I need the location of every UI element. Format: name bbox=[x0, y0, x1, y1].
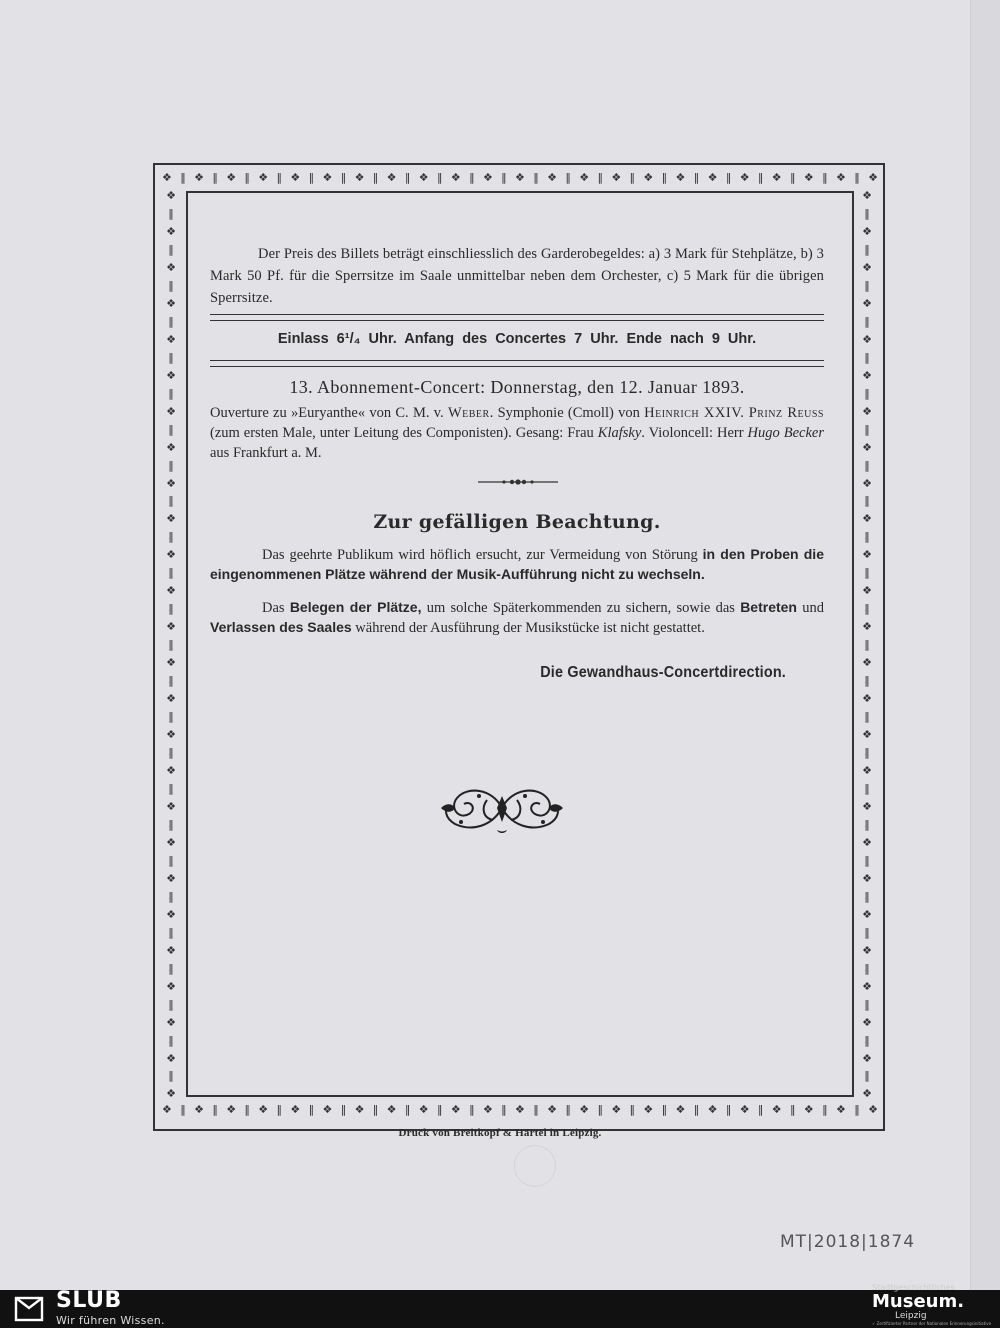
border-diamond-icon: ❖ bbox=[862, 764, 872, 777]
border-diamond-icon: ❖ bbox=[862, 584, 872, 598]
border-diamond-icon: ❖ bbox=[515, 170, 525, 184]
border-bar-icon: ‖ bbox=[436, 1102, 443, 1116]
border-bar-icon: ‖ bbox=[864, 1033, 870, 1047]
border-diamond-icon: ❖ bbox=[862, 979, 872, 993]
border-diamond-icon: ❖ bbox=[862, 440, 872, 454]
border-bar-icon: ‖ bbox=[212, 170, 218, 184]
border-bar-icon: ‖ bbox=[661, 1102, 668, 1116]
border-bar-icon: ‖ bbox=[693, 1102, 700, 1116]
museum-city: Leipzig bbox=[895, 1311, 927, 1321]
border-bar-icon: ‖ bbox=[864, 961, 870, 975]
border-diamond-icon: ❖ bbox=[166, 260, 176, 274]
border-bar-icon: ‖ bbox=[864, 853, 870, 867]
next-concert-title: 13. Abonnement-Concert: Donnerstag, den 12. Januar 1893. bbox=[289, 377, 745, 397]
border-bar-icon: ‖ bbox=[864, 817, 870, 831]
border-diamond-icon: ❖ bbox=[675, 1102, 686, 1116]
border-bar-icon: ‖ bbox=[180, 170, 186, 184]
shelfmark-handwritten: MT|2018|1874 bbox=[780, 1232, 916, 1252]
border-bar-icon: ‖ bbox=[661, 170, 668, 184]
border-bar-icon: ‖ bbox=[168, 638, 174, 652]
border-diamond-icon: ❖ bbox=[707, 170, 718, 184]
library-name[interactable]: SLUB bbox=[56, 1288, 122, 1313]
border-bar-icon: ‖ bbox=[308, 170, 315, 184]
border-diamond-icon: ❖ bbox=[862, 656, 872, 670]
border-bar-icon: ‖ bbox=[854, 1102, 860, 1116]
border-bar-icon: ‖ bbox=[340, 170, 347, 184]
border-bar-icon: ‖ bbox=[372, 1102, 379, 1116]
border-bar-icon: ‖ bbox=[168, 781, 174, 795]
border-diamond-icon: ❖ bbox=[290, 1102, 301, 1116]
border-diamond-icon: ❖ bbox=[166, 548, 176, 562]
slub-logo-icon[interactable] bbox=[14, 1294, 44, 1324]
border-diamond-icon: ❖ bbox=[862, 871, 872, 885]
border-bar-icon: ‖ bbox=[404, 170, 411, 184]
border-bar-icon: ‖ bbox=[168, 817, 174, 831]
border-diamond-icon: ❖ bbox=[547, 1102, 557, 1116]
border-diamond-icon: ❖ bbox=[166, 584, 176, 598]
border-diamond-icon: ❖ bbox=[354, 1102, 365, 1116]
border-diamond-icon: ❖ bbox=[226, 170, 237, 184]
border-diamond-icon: ❖ bbox=[194, 170, 204, 184]
border-diamond-icon: ❖ bbox=[194, 1102, 204, 1116]
border-diamond-icon: ❖ bbox=[862, 692, 872, 706]
border-diamond-icon: ❖ bbox=[166, 979, 176, 993]
border-diamond-icon: ❖ bbox=[643, 1102, 654, 1116]
border-diamond-icon: ❖ bbox=[162, 170, 172, 184]
border-diamond-icon: ❖ bbox=[418, 170, 429, 184]
notice-paragraph-1 bbox=[210, 545, 824, 585]
border-bar-icon: ‖ bbox=[244, 170, 250, 184]
border-diamond-icon: ❖ bbox=[166, 799, 176, 813]
next-concert-program bbox=[210, 403, 824, 463]
border-bar-icon: ‖ bbox=[864, 602, 870, 616]
border-bar-icon: ‖ bbox=[864, 746, 870, 760]
border-diamond-icon: ❖ bbox=[547, 170, 557, 184]
footer-bar bbox=[0, 1283, 1000, 1328]
border-diamond-icon: ❖ bbox=[166, 296, 176, 310]
border-bar-icon: ‖ bbox=[533, 170, 539, 184]
border-bar-icon: ‖ bbox=[168, 602, 174, 616]
border-diamond-icon: ❖ bbox=[166, 440, 176, 454]
border-bar-icon: ‖ bbox=[864, 530, 870, 544]
border-bar-icon: ‖ bbox=[725, 170, 732, 184]
border-bar-icon: ‖ bbox=[864, 566, 870, 580]
border-bar-icon: ‖ bbox=[340, 1102, 347, 1116]
border-bar-icon: ‖ bbox=[629, 1102, 636, 1116]
border-diamond-icon: ❖ bbox=[862, 1051, 872, 1065]
border-diamond-icon: ❖ bbox=[862, 332, 872, 346]
border-frame-inner bbox=[186, 191, 854, 1097]
border-bar-icon: ‖ bbox=[168, 206, 174, 220]
notice-paragraph-2 bbox=[210, 598, 824, 638]
border-bar-icon: ‖ bbox=[822, 170, 828, 184]
border-diamond-icon: ❖ bbox=[771, 170, 782, 184]
border-diamond-icon: ❖ bbox=[739, 170, 750, 184]
border-bar-icon: ‖ bbox=[864, 997, 870, 1011]
border-diamond-icon: ❖ bbox=[166, 224, 176, 238]
border-diamond-icon: ❖ bbox=[862, 728, 872, 742]
border-diamond-icon: ❖ bbox=[166, 476, 176, 490]
border-diamond-icon: ❖ bbox=[862, 224, 872, 238]
page-edge bbox=[970, 0, 1000, 1290]
border-diamond-icon: ❖ bbox=[166, 332, 176, 346]
border-bar-icon: ‖ bbox=[168, 889, 174, 903]
border-diamond-icon: ❖ bbox=[166, 871, 176, 885]
border-bar-icon: ‖ bbox=[168, 278, 174, 292]
border-diamond-icon: ❖ bbox=[166, 835, 176, 849]
border-diamond-icon: ❖ bbox=[862, 548, 872, 562]
border-bar-icon: ‖ bbox=[168, 530, 174, 544]
border-bar-icon: ‖ bbox=[212, 1102, 218, 1116]
border-diamond-icon: ❖ bbox=[862, 260, 872, 274]
border-diamond-icon: ❖ bbox=[166, 512, 176, 526]
border-bar-icon: ‖ bbox=[864, 242, 870, 256]
border-bar-icon: ‖ bbox=[864, 494, 870, 508]
border-bar-icon: ‖ bbox=[469, 1102, 475, 1116]
border-diamond-icon: ❖ bbox=[862, 620, 872, 634]
border-diamond-icon: ❖ bbox=[258, 170, 269, 184]
border-bar-icon: ‖ bbox=[854, 170, 860, 184]
singer-klafsky: Klafsky bbox=[597, 425, 642, 441]
signature: Die Gewandhaus-Concertdirection. bbox=[540, 664, 786, 681]
printer-imprint: Druck von Breitkopf & Härtel in Leipzig. bbox=[398, 1127, 602, 1139]
border-diamond-icon: ❖ bbox=[862, 943, 872, 957]
border-diamond-icon: ❖ bbox=[803, 170, 814, 184]
border-diamond-icon: ❖ bbox=[707, 1102, 718, 1116]
border-diamond-icon: ❖ bbox=[868, 1102, 878, 1116]
border-bar-icon: ‖ bbox=[757, 170, 764, 184]
notice-text: Das geehrte Publikum wird höflich ersucht, zur Vermeidung von Störung bbox=[262, 547, 703, 563]
notice-emphasis: Betreten bbox=[740, 599, 797, 615]
double-rule-bottom bbox=[210, 360, 824, 367]
composer-prinz-reuss: Prinz Reuss bbox=[748, 405, 824, 421]
border-diamond-icon: ❖ bbox=[322, 170, 333, 184]
border-diamond-icon: ❖ bbox=[258, 1102, 269, 1116]
border-diamond-icon: ❖ bbox=[862, 512, 872, 526]
border-bar-icon: ‖ bbox=[168, 710, 174, 724]
border-bar-icon: ‖ bbox=[864, 710, 870, 724]
divider-ornament-icon bbox=[478, 476, 558, 488]
program-text: . Symphonie (Cmoll) von bbox=[489, 405, 645, 421]
border-bar-icon: ‖ bbox=[308, 1102, 315, 1116]
border-bar-icon: ‖ bbox=[864, 781, 870, 795]
notice-text: um solche Späterkommenden zu sichern, sowie das bbox=[421, 600, 741, 616]
border-bar-icon: ‖ bbox=[597, 170, 603, 184]
border-bar-icon: ‖ bbox=[864, 458, 870, 472]
border-diamond-icon: ❖ bbox=[862, 296, 872, 310]
composer-heinrich: Heinrich XXIV. bbox=[644, 405, 745, 421]
notice-title: Zur gefälligen Beachtung. bbox=[373, 511, 661, 533]
border-bar-icon: ‖ bbox=[565, 1102, 571, 1116]
program-text: aus Frankfurt a. M. bbox=[210, 445, 322, 461]
border-bar-icon: ‖ bbox=[533, 1102, 539, 1116]
border-diamond-icon: ❖ bbox=[386, 1102, 397, 1116]
border-bar-icon: ‖ bbox=[168, 458, 174, 472]
border-bar-icon: ‖ bbox=[168, 422, 174, 436]
border-bar-icon: ‖ bbox=[168, 314, 174, 328]
border-diamond-icon: ❖ bbox=[862, 476, 872, 490]
border-diamond-icon: ❖ bbox=[515, 1102, 525, 1116]
program-text: . Violoncell: Herr bbox=[641, 425, 748, 441]
notice-text: Das bbox=[262, 600, 290, 616]
border-bar-icon: ‖ bbox=[864, 925, 870, 939]
border-diamond-icon: ❖ bbox=[162, 1102, 172, 1116]
border-diamond-icon: ❖ bbox=[166, 1087, 176, 1100]
border-bar-icon: ‖ bbox=[693, 170, 700, 184]
border-diamond-icon: ❖ bbox=[450, 1102, 461, 1116]
border-bar-icon: ‖ bbox=[469, 170, 475, 184]
border-diamond-icon: ❖ bbox=[386, 170, 397, 184]
concert-hours: Einlass 6¹/₄ Uhr. Anfang des Concertes 7 Uhr. Ende nach 9 Uhr. bbox=[277, 331, 757, 347]
border-bar-icon: ‖ bbox=[168, 853, 174, 867]
border-bar-icon: ‖ bbox=[276, 1102, 283, 1116]
price-notice: Der Preis des Billets beträgt einschliesslich des Garderobegeldes: a) 3 Mark für Stehplätze, b) 3 Mark 50 Pf. für die Sperrsitze im Saale unmittelbar neben dem Orchester, c) 5 Mark für die übrigen Sperrsitze. bbox=[210, 246, 824, 306]
border-bar-icon: ‖ bbox=[168, 1069, 174, 1083]
border-diamond-icon: ❖ bbox=[835, 170, 846, 184]
border-bar-icon: ‖ bbox=[404, 1102, 411, 1116]
border-bar-icon: ‖ bbox=[276, 170, 283, 184]
border-bar-icon: ‖ bbox=[168, 746, 174, 760]
library-stamp bbox=[514, 1145, 556, 1187]
border-diamond-icon: ❖ bbox=[835, 1102, 846, 1116]
border-diamond-icon: ❖ bbox=[290, 170, 301, 184]
border-diamond-icon: ❖ bbox=[803, 1102, 814, 1116]
border-diamond-icon: ❖ bbox=[166, 1015, 176, 1029]
border-diamond-icon: ❖ bbox=[862, 1087, 872, 1100]
border-bar-icon: ‖ bbox=[864, 386, 870, 400]
border-bar-icon: ‖ bbox=[864, 314, 870, 328]
border-diamond-icon: ❖ bbox=[862, 835, 872, 849]
border-bar-icon: ‖ bbox=[372, 170, 379, 184]
border-bar-icon: ‖ bbox=[168, 997, 174, 1011]
border-diamond-icon: ❖ bbox=[166, 907, 176, 921]
border-bar-icon: ‖ bbox=[168, 566, 174, 580]
border-diamond-icon: ❖ bbox=[166, 728, 176, 742]
border-ornament-right bbox=[856, 190, 878, 1100]
museum-note: ✓ Zertifizierter Partner der Nationalen Erinnerungsinitiative bbox=[872, 1321, 992, 1326]
notice-text: und bbox=[796, 600, 824, 616]
border-diamond-icon: ❖ bbox=[166, 620, 176, 634]
notice-emphasis: Belegen der Plätze, bbox=[289, 599, 422, 615]
border-diamond-icon: ❖ bbox=[611, 170, 622, 184]
border-bar-icon: ‖ bbox=[168, 242, 174, 256]
border-bar-icon: ‖ bbox=[180, 1102, 186, 1116]
border-diamond-icon: ❖ bbox=[418, 1102, 429, 1116]
program-text: Ouverture zu »Euryanthe« von C. M. v. bbox=[210, 405, 448, 421]
border-diamond-icon: ❖ bbox=[166, 943, 176, 957]
border-bar-icon: ‖ bbox=[790, 1102, 796, 1116]
notice-text: während der Ausführung der Musikstücke ist nicht gestattet. bbox=[351, 620, 705, 636]
museum-name[interactable]: Museum. bbox=[872, 1291, 965, 1312]
border-diamond-icon: ❖ bbox=[482, 1102, 493, 1116]
border-bar-icon: ‖ bbox=[597, 1102, 603, 1116]
border-diamond-icon: ❖ bbox=[739, 1102, 750, 1116]
border-bar-icon: ‖ bbox=[864, 674, 870, 688]
border-bar-icon: ‖ bbox=[168, 1033, 174, 1047]
border-diamond-icon: ❖ bbox=[166, 1051, 176, 1065]
border-diamond-icon: ❖ bbox=[226, 1102, 237, 1116]
border-diamond-icon: ❖ bbox=[166, 368, 176, 382]
border-diamond-icon: ❖ bbox=[675, 170, 686, 184]
notice-emphasis: in den Proben die eingenommenen Plätze während der Musik-Aufführung nicht zu wechseln. bbox=[210, 546, 824, 582]
border-bar-icon: ‖ bbox=[501, 170, 507, 184]
border-diamond-icon: ❖ bbox=[611, 1102, 622, 1116]
border-diamond-icon: ❖ bbox=[166, 404, 176, 418]
border-bar-icon: ‖ bbox=[725, 1102, 732, 1116]
border-diamond-icon: ❖ bbox=[166, 692, 176, 706]
border-diamond-icon: ❖ bbox=[166, 764, 176, 777]
border-bar-icon: ‖ bbox=[864, 206, 870, 220]
border-ornament-bottom bbox=[162, 1098, 878, 1120]
library-tagline: Wir führen Wissen. bbox=[56, 1314, 165, 1327]
border-diamond-icon: ❖ bbox=[450, 170, 461, 184]
border-diamond-icon: ❖ bbox=[166, 190, 176, 202]
border-bar-icon: ‖ bbox=[244, 1102, 250, 1116]
border-diamond-icon: ❖ bbox=[862, 190, 872, 202]
border-diamond-icon: ❖ bbox=[868, 170, 878, 184]
border-ornament-left bbox=[160, 190, 182, 1100]
border-diamond-icon: ❖ bbox=[354, 170, 365, 184]
border-diamond-icon: ❖ bbox=[482, 170, 493, 184]
border-bar-icon: ‖ bbox=[168, 350, 174, 364]
flourish-ornament-icon bbox=[437, 778, 567, 838]
border-bar-icon: ‖ bbox=[864, 1069, 870, 1083]
border-bar-icon: ‖ bbox=[565, 170, 571, 184]
border-diamond-icon: ❖ bbox=[579, 1102, 590, 1116]
museum-prefix: Stadtgeschichtliches bbox=[872, 1283, 955, 1292]
border-bar-icon: ‖ bbox=[864, 638, 870, 652]
border-bar-icon: ‖ bbox=[168, 961, 174, 975]
border-bar-icon: ‖ bbox=[436, 170, 443, 184]
border-diamond-icon: ❖ bbox=[862, 404, 872, 418]
program-text: (zum ersten Male, unter Leitung des Componisten). Gesang: Frau bbox=[210, 425, 598, 441]
border-bar-icon: ‖ bbox=[864, 889, 870, 903]
composer-weber: Weber bbox=[447, 405, 490, 421]
notice-emphasis: Verlassen des Saales bbox=[210, 619, 352, 635]
border-diamond-icon: ❖ bbox=[771, 1102, 782, 1116]
border-diamond-icon: ❖ bbox=[322, 1102, 333, 1116]
border-bar-icon: ‖ bbox=[168, 674, 174, 688]
border-bar-icon: ‖ bbox=[629, 170, 636, 184]
border-bar-icon: ‖ bbox=[168, 494, 174, 508]
border-bar-icon: ‖ bbox=[822, 1102, 828, 1116]
border-diamond-icon: ❖ bbox=[166, 656, 176, 670]
border-diamond-icon: ❖ bbox=[862, 907, 872, 921]
border-bar-icon: ‖ bbox=[757, 1102, 764, 1116]
border-bar-icon: ‖ bbox=[864, 278, 870, 292]
border-bar-icon: ‖ bbox=[790, 170, 796, 184]
border-bar-icon: ‖ bbox=[864, 422, 870, 436]
border-diamond-icon: ❖ bbox=[643, 170, 654, 184]
border-ornament-top bbox=[162, 166, 878, 188]
border-bar-icon: ‖ bbox=[864, 350, 870, 364]
border-diamond-icon: ❖ bbox=[862, 368, 872, 382]
border-diamond-icon: ❖ bbox=[579, 170, 590, 184]
border-bar-icon: ‖ bbox=[168, 925, 174, 939]
border-bar-icon: ‖ bbox=[501, 1102, 507, 1116]
border-diamond-icon: ❖ bbox=[862, 1015, 872, 1029]
double-rule-top bbox=[210, 314, 824, 321]
border-bar-icon: ‖ bbox=[168, 386, 174, 400]
border-diamond-icon: ❖ bbox=[862, 799, 872, 813]
cellist-becker: Hugo Becker bbox=[747, 425, 824, 441]
